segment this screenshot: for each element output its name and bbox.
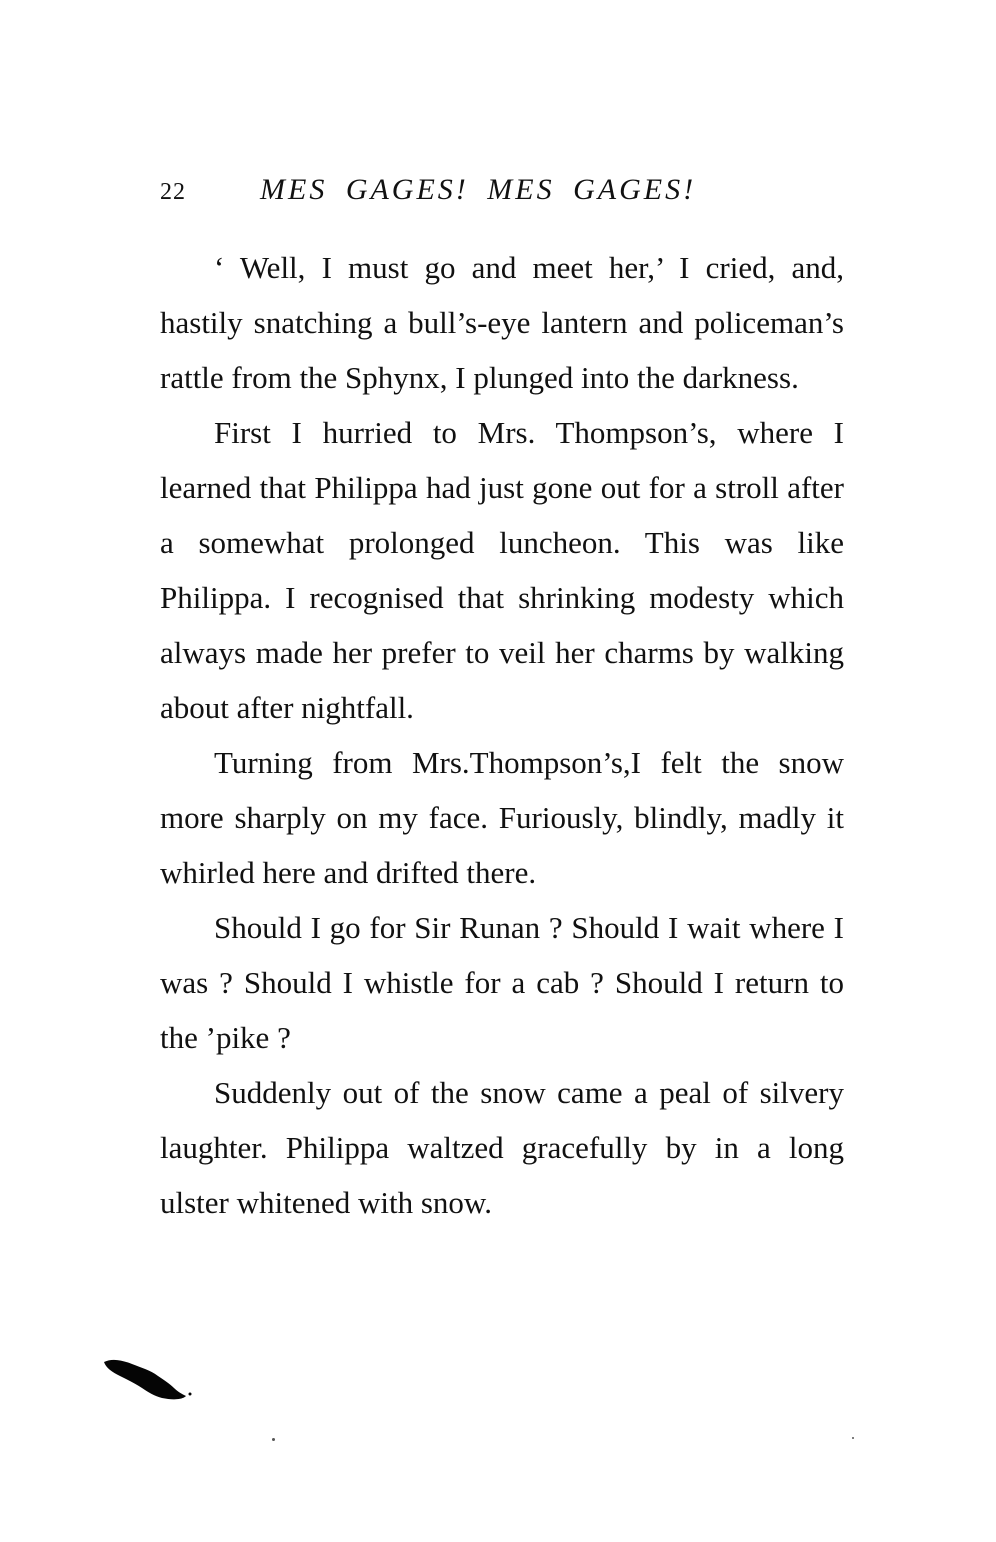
paragraph: First I hurried to Mrs. Thompson’s, where I learned that Philippa had just gone out for a stroll after a somewhat prolonged luncheon. This was like Philippa. I recognised that shrinking modesty which always made her prefer to veil her charms by walking about after nightfall.: [160, 415, 844, 725]
paragraph: Should I go for Sir Runan ? Should I wait where I was ? Should I whistle for a cab ? Should I return to the ’pike ?: [160, 910, 844, 1055]
running-head: [160, 170, 850, 210]
speck: [852, 1437, 854, 1439]
paragraph: ‘ Well, I must go and meet her,’ I cried, and, hastily snatching a bull’s-eye lantern and policeman’s rattle from the Sphynx, I plunged into the darkness.: [160, 250, 844, 395]
paragraph: Suddenly out of the snow came a peal of silvery laughter. Philippa waltzed gracefully by in a long ulster whitened with snow.: [160, 1075, 844, 1220]
page-number: 22: [160, 179, 186, 205]
speck: [272, 1438, 275, 1441]
ink-blot-mark: [102, 1354, 194, 1402]
paragraph: Turning from Mrs.Thompson’s,I felt the snow more sharply on my face. Furiously, blindly, madly it whirled here and drifted there.: [160, 745, 844, 890]
running-title: MES GAGES! MES GAGES!: [260, 173, 697, 206]
body-text: [160, 240, 844, 1230]
